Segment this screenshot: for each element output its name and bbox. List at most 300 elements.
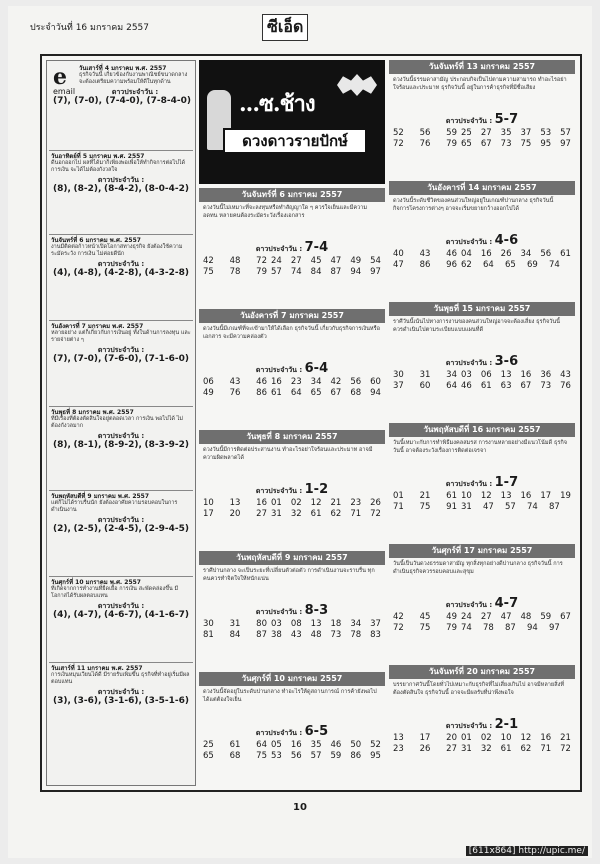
lucky-label: ดาวประจำวัน : bbox=[255, 729, 303, 737]
number-group bbox=[461, 623, 571, 633]
lucky-number: 18 bbox=[330, 619, 342, 629]
number-row bbox=[199, 256, 385, 266]
divider bbox=[49, 406, 193, 407]
lucky-number: 94 bbox=[527, 623, 538, 633]
lucky-number: 62 bbox=[461, 260, 472, 270]
lucky-label-row bbox=[389, 112, 575, 127]
lucky-pair: 7-4 bbox=[304, 240, 329, 255]
content-frame bbox=[40, 54, 582, 792]
issue-date: ประจำวันที่ 16 มกราคม 2557 bbox=[30, 23, 150, 33]
lucky-number: 25 bbox=[203, 740, 214, 750]
number-group bbox=[271, 630, 381, 640]
lucky-number: 65 bbox=[461, 139, 472, 149]
lucky-number: 21 bbox=[419, 491, 431, 501]
horoscope-article bbox=[199, 188, 385, 277]
lucky-number: 53 bbox=[540, 128, 552, 138]
daily-entry bbox=[51, 665, 191, 705]
lucky-number: 75 bbox=[419, 502, 431, 512]
lucky-number: 35 bbox=[310, 740, 322, 750]
number-group bbox=[461, 381, 571, 391]
lucky-pair: 3-6 bbox=[494, 354, 519, 369]
lucky-number: 87 bbox=[505, 623, 516, 633]
lucky-number: 80 bbox=[256, 619, 267, 629]
number-row bbox=[199, 740, 385, 750]
number-group bbox=[461, 744, 571, 754]
lucky-number: (4), bbox=[53, 268, 71, 278]
lucky-numbers bbox=[51, 698, 191, 705]
lucky-number: 01 bbox=[271, 498, 282, 508]
left-column bbox=[46, 60, 196, 786]
lucky-pair: 4-7 bbox=[494, 596, 519, 611]
article-text: ดวงวันนี้มีการติดต่อประสานงาน ทำอะไรอย่าใจร้อนและประมาท อาจมีความผิดพลาดได้ bbox=[203, 447, 373, 461]
lucky-number: 21 bbox=[560, 733, 571, 743]
article-heading: วันพฤหัสบดีที่ 9 มกราคม 2557 bbox=[199, 551, 385, 565]
lucky-pair: 8-3 bbox=[304, 603, 329, 618]
daily-entry bbox=[51, 153, 191, 193]
entry-date: วันเสาร์ที่ 11 มกราคม พ.ศ. 2557 bbox=[51, 665, 143, 672]
lucky-number: 16 bbox=[256, 498, 267, 508]
lucky-number: 46 bbox=[446, 249, 457, 259]
lucky-number: 12 bbox=[480, 491, 492, 501]
lucky-numbers bbox=[51, 612, 191, 619]
starburst-icon bbox=[337, 74, 377, 96]
lucky-number: 01 bbox=[393, 491, 404, 501]
horoscope-article bbox=[389, 302, 575, 391]
lucky-number: (8-3-9-2) bbox=[144, 440, 189, 450]
article-heading: วันจันทร์ที่ 13 มกราคม 2557 bbox=[389, 60, 575, 74]
number-group bbox=[393, 260, 457, 270]
lucky-number: 21 bbox=[330, 498, 342, 508]
lucky-number: 64 bbox=[483, 260, 494, 270]
number-group bbox=[461, 249, 571, 259]
lucky-number: 48 bbox=[229, 256, 241, 266]
entry-text: งานมีติดต่อก้าวหน้าเปิดโอกาสทางธุรกิจ ยังต้องใช้ความระมัดระวัง การเงิน ไม่ค่อยดีนัก bbox=[51, 244, 183, 257]
number-group bbox=[203, 751, 267, 761]
lucky-number: 06 bbox=[480, 370, 492, 380]
number-group bbox=[461, 260, 571, 270]
article-text: ราศีวันนี้เน้นไปทางการงานของคนส่วนใหญ่อาจจะต้องเสี่ยง ธุรกิจวันนี้ ควรดำเนินไปตามระเบียบแบบแผนที่ดี bbox=[393, 319, 561, 333]
lucky-number: 46 bbox=[256, 377, 267, 387]
lucky-number: 31 bbox=[271, 509, 282, 519]
lucky-number: (7), bbox=[53, 96, 71, 106]
number-group bbox=[203, 267, 267, 277]
lucky-number: 02 bbox=[290, 498, 302, 508]
number-group bbox=[461, 733, 571, 743]
number-group bbox=[203, 630, 267, 640]
lucky-number: 16 bbox=[520, 491, 532, 501]
number-row bbox=[389, 623, 575, 633]
lucky-number: 37 bbox=[393, 381, 404, 391]
number-group bbox=[461, 612, 571, 622]
number-group bbox=[393, 370, 457, 380]
entry-date: วันจันทร์ที่ 6 มกราคม พ.ศ. 2557 bbox=[51, 237, 141, 244]
lucky-number: 10 bbox=[203, 498, 214, 508]
horoscope-article bbox=[199, 551, 385, 640]
lucky-number: 79 bbox=[446, 623, 457, 633]
lucky-number: (2), bbox=[53, 524, 71, 534]
number-group bbox=[393, 139, 457, 149]
entry-date: วันอังคารที่ 7 มกราคม พ.ศ. 2557 bbox=[51, 323, 144, 330]
lucky-number: 49 bbox=[203, 388, 214, 398]
entry-text: แต่ก็ไม่ได้ราบรื่นนัก ยังต้องอาศัยความรอบคอบในการดำเนินงาน bbox=[51, 500, 178, 513]
article-text: ราศีปานกลาง จะเป็นระยะที่เปลี่ยนตัวต่อตัว การดำเนินงานจะราบรื่น ทุกคนควรทำจิตใจให้หนักแน่น bbox=[203, 568, 375, 582]
number-row bbox=[199, 388, 385, 398]
number-group bbox=[271, 619, 381, 629]
lucky-number: 60 bbox=[370, 377, 381, 387]
lucky-number: 30 bbox=[203, 619, 214, 629]
lucky-number: (7-0), bbox=[73, 354, 102, 364]
number-group bbox=[271, 388, 381, 398]
lucky-number: (7-6-0), bbox=[104, 354, 142, 364]
number-group bbox=[393, 491, 457, 501]
right-column bbox=[389, 60, 575, 786]
divider bbox=[49, 150, 193, 151]
lucky-number: 64 bbox=[446, 381, 457, 391]
lucky-number: 24 bbox=[461, 612, 472, 622]
daily-entry bbox=[51, 323, 191, 363]
lucky-number: 49 bbox=[446, 612, 457, 622]
lucky-number: (4-2-8), bbox=[104, 268, 142, 278]
number-group bbox=[393, 128, 457, 138]
lucky-number: 84 bbox=[229, 630, 241, 640]
daily-entry bbox=[51, 409, 191, 449]
lucky-number: 86 bbox=[256, 388, 267, 398]
lucky-number: 65 bbox=[505, 260, 516, 270]
lucky-label: ดาวประจำวัน : bbox=[255, 366, 303, 374]
lucky-number: 53 bbox=[271, 751, 282, 761]
lucky-number: 13 bbox=[393, 733, 404, 743]
lucky-number: 56 bbox=[419, 128, 431, 138]
lucky-label: ดาวประจำวัน : bbox=[445, 601, 493, 609]
daily-entry bbox=[51, 493, 191, 533]
lucky-numbers bbox=[51, 186, 191, 193]
lucky-number: (2-4-5), bbox=[104, 524, 142, 534]
lucky-number: 54 bbox=[370, 256, 381, 266]
lucky-number: 40 bbox=[393, 249, 404, 259]
lucky-number: 61 bbox=[271, 388, 282, 398]
lucky-number: 23 bbox=[290, 377, 302, 387]
lucky-pair: 6-4 bbox=[304, 361, 329, 376]
lucky-number: 84 bbox=[310, 267, 322, 277]
lucky-number: 43 bbox=[560, 370, 571, 380]
lucky-number: 60 bbox=[419, 381, 431, 391]
article-heading: วันพฤหัสบดีที่ 16 มกราคม 2557 bbox=[389, 423, 575, 437]
horoscope-article bbox=[389, 181, 575, 270]
lucky-number: 94 bbox=[350, 267, 362, 277]
number-row bbox=[199, 498, 385, 508]
watermark: [611x864] http://upic.me/ bbox=[466, 846, 588, 856]
lucky-number: 59 bbox=[330, 751, 342, 761]
lucky-numbers bbox=[51, 98, 193, 105]
lucky-number: (8-1), bbox=[73, 440, 102, 450]
lucky-number: 43 bbox=[419, 249, 431, 259]
lucky-number: 68 bbox=[350, 388, 362, 398]
lucky-number: 62 bbox=[330, 509, 342, 519]
lucky-number: 57 bbox=[505, 502, 516, 512]
article-text: ดวงวันนี้ระดับชีวิตของคนส่วนใหญ่อยู่ในเกณฑ์ปานกลาง ธุรกิจวันนี้ กิจการโครงการต่างๆ อาจจะเริ่มขยายกว้างออกไปได้ bbox=[393, 198, 554, 212]
lucky-number: 35 bbox=[500, 128, 512, 138]
lucky-number: 31 bbox=[461, 502, 472, 512]
lucky-number: (2-5), bbox=[73, 524, 102, 534]
lucky-number: 86 bbox=[350, 751, 362, 761]
lucky-number: 87 bbox=[330, 267, 342, 277]
lucky-number: 20 bbox=[446, 733, 457, 743]
lucky-number: (7-8-4-0) bbox=[146, 96, 191, 106]
entry-text: การเงินหมุนเวียนได้ดี มีรายรับเพิ่มขึ้น ธุรกิจที่ทำอยู่เริ่มมีผลตอบแทน bbox=[51, 672, 190, 685]
lucky-number: 61 bbox=[480, 381, 492, 391]
horoscope-article bbox=[389, 423, 575, 512]
lucky-number: 30 bbox=[393, 370, 404, 380]
lucky-number: 52 bbox=[370, 740, 381, 750]
lucky-number: 65 bbox=[310, 388, 322, 398]
lucky-number: 48 bbox=[520, 612, 532, 622]
lucky-number: 72 bbox=[370, 509, 381, 519]
number-row bbox=[389, 612, 575, 622]
lucky-number: 91 bbox=[446, 502, 457, 512]
lucky-number: 31 bbox=[229, 619, 241, 629]
lucky-number: (3), bbox=[53, 696, 71, 706]
lucky-number: 34 bbox=[446, 370, 457, 380]
lucky-number: 83 bbox=[370, 630, 381, 640]
lucky-number: 03 bbox=[271, 619, 282, 629]
lucky-number: 25 bbox=[461, 128, 472, 138]
lucky-number: 73 bbox=[540, 381, 552, 391]
lucky-number: 62 bbox=[520, 744, 532, 754]
lucky-number: 10 bbox=[500, 733, 512, 743]
lucky-number: 31 bbox=[461, 744, 472, 754]
lucky-number: 94 bbox=[370, 388, 381, 398]
number-group bbox=[461, 128, 571, 138]
number-group bbox=[203, 498, 267, 508]
lucky-number: (4-6-7), bbox=[104, 610, 142, 620]
number-row bbox=[199, 619, 385, 629]
lucky-number: 34 bbox=[520, 249, 532, 259]
lucky-number: 97 bbox=[560, 139, 571, 149]
lucky-number: 95 bbox=[370, 751, 381, 761]
lucky-number: (8), bbox=[53, 440, 71, 450]
lucky-number: 17 bbox=[203, 509, 214, 519]
lucky-label: ดาวประจำวัน : bbox=[255, 245, 303, 253]
number-group bbox=[203, 377, 267, 387]
lucky-number: (8-0-4-2) bbox=[144, 184, 189, 194]
lucky-label-row bbox=[389, 354, 575, 369]
newspaper-page bbox=[8, 6, 592, 858]
lucky-number: 17 bbox=[419, 733, 431, 743]
lucky-number: 67 bbox=[560, 612, 571, 622]
lucky-number: 46 bbox=[461, 381, 472, 391]
lucky-number: 74 bbox=[290, 267, 302, 277]
number-group bbox=[271, 256, 381, 266]
lucky-number: 38 bbox=[271, 630, 282, 640]
lucky-number: 47 bbox=[330, 256, 342, 266]
entry-date: วันพุธที่ 8 มกราคม พ.ศ. 2557 bbox=[51, 409, 134, 416]
number-group bbox=[461, 502, 571, 512]
lucky-number: 24 bbox=[271, 256, 282, 266]
lucky-label: ดาวประจำวัน : bbox=[445, 238, 493, 246]
lucky-number: 95 bbox=[540, 139, 552, 149]
lucky-numbers bbox=[51, 442, 191, 449]
article-heading: วันจันทร์ที่ 20 มกราคม 2557 bbox=[389, 665, 575, 679]
entry-text: ที่มีเรื่องที่ต้องตัดสินใจอยู่ตลอดเวลา การเงิน พอไปได้ ไม่ต้องกังวลมาก bbox=[51, 416, 184, 429]
lucky-number: 13 bbox=[229, 498, 241, 508]
number-row bbox=[199, 267, 385, 277]
lucky-number: 27 bbox=[480, 612, 492, 622]
divider bbox=[49, 662, 193, 663]
top-bar bbox=[30, 14, 574, 34]
lucky-number: 16 bbox=[540, 733, 552, 743]
lucky-number: 97 bbox=[370, 267, 381, 277]
lucky-number: 45 bbox=[310, 256, 322, 266]
article-text: ดวงวันนี้จัดอยู่ในระดับปานกลาง ทำอะไรให้ดูสถานการณ์ การค้ายังพอไปได้แต่ต้องใจเย็น bbox=[203, 689, 377, 703]
daily-entry bbox=[51, 579, 191, 619]
lucky-number: 37 bbox=[520, 128, 532, 138]
lucky-label-row bbox=[389, 717, 575, 732]
number-group bbox=[393, 744, 457, 754]
lucky-number: 59 bbox=[540, 612, 552, 622]
number-group bbox=[271, 498, 381, 508]
number-group bbox=[271, 509, 381, 519]
lucky-number: 78 bbox=[483, 623, 494, 633]
entry-text: หลายอย่าง แต่ก็เกี่ยวกับการเงินอยู่ ทั้งในด้านการลงทุน และรายจ่ายต่าง ๆ bbox=[51, 330, 191, 343]
lucky-number: 36 bbox=[540, 370, 552, 380]
lucky-number: (4-7), bbox=[73, 610, 102, 620]
lucky-number: 75 bbox=[520, 139, 532, 149]
number-row bbox=[389, 139, 575, 149]
lucky-number: 47 bbox=[393, 260, 404, 270]
lucky-number: (3-6), bbox=[73, 696, 102, 706]
lucky-number: 26 bbox=[370, 498, 381, 508]
number-group bbox=[271, 751, 381, 761]
horoscope-article bbox=[389, 665, 575, 754]
lucky-label: ดาวประจำวัน : bbox=[97, 176, 145, 184]
lucky-number: 56 bbox=[290, 751, 302, 761]
lucky-label: ดาวประจำวัน : bbox=[97, 602, 145, 610]
lucky-number: 12 bbox=[310, 498, 322, 508]
number-group bbox=[271, 377, 381, 387]
lucky-number: 87 bbox=[256, 630, 267, 640]
lucky-number: 61 bbox=[560, 249, 571, 259]
lucky-number: (3-1-6), bbox=[104, 696, 142, 706]
lucky-number: 74 bbox=[527, 502, 538, 512]
lucky-number: 76 bbox=[560, 381, 571, 391]
lucky-number: 56 bbox=[540, 249, 552, 259]
number-group bbox=[461, 491, 571, 501]
lucky-number: 48 bbox=[310, 630, 322, 640]
lucky-number: 13 bbox=[500, 491, 512, 501]
email-label: email bbox=[53, 87, 76, 96]
lucky-number: 57 bbox=[310, 751, 322, 761]
lucky-number: 43 bbox=[229, 377, 241, 387]
article-heading: วันอังคารที่ 14 มกราคม 2557 bbox=[389, 181, 575, 195]
lucky-number: (4), bbox=[53, 610, 71, 620]
lucky-number: 13 bbox=[310, 619, 322, 629]
lucky-number: 10 bbox=[461, 491, 472, 501]
lucky-label: ดาวประจำวัน : bbox=[445, 722, 493, 730]
daily-entry bbox=[51, 237, 191, 277]
lucky-number: 06 bbox=[203, 377, 214, 387]
lucky-number: 72 bbox=[256, 256, 267, 266]
lucky-pair: 1-2 bbox=[304, 482, 329, 497]
lucky-number: 42 bbox=[330, 377, 342, 387]
lucky-numbers bbox=[51, 270, 191, 277]
column-title: ดวงดาวรายปักษ์ bbox=[223, 128, 367, 154]
lucky-number: 32 bbox=[290, 509, 302, 519]
lucky-number: 45 bbox=[419, 612, 431, 622]
lucky-number: 72 bbox=[560, 744, 571, 754]
lucky-number: (7-0), bbox=[74, 96, 103, 106]
lucky-label: ดาวประจำวัน : bbox=[445, 359, 493, 367]
lucky-number: 59 bbox=[446, 128, 457, 138]
lucky-number: 27 bbox=[290, 256, 302, 266]
lucky-label-row bbox=[389, 233, 575, 248]
lucky-number: 27 bbox=[256, 509, 267, 519]
lucky-pair: 2-1 bbox=[494, 717, 519, 732]
number-row bbox=[199, 751, 385, 761]
number-group bbox=[393, 733, 457, 743]
lucky-number: 65 bbox=[203, 751, 214, 761]
entry-text: ที่เกิดจากการทำงานที่ยืดเยื้อ การเงิน สะพัดคล่องขึ้น มีโอกาสได้รับผลตอบแทน bbox=[51, 586, 179, 599]
lucky-label: ดาวประจำวัน : bbox=[255, 487, 303, 495]
number-group bbox=[203, 619, 267, 629]
lucky-number: 03 bbox=[461, 370, 472, 380]
lucky-number: 16 bbox=[520, 370, 532, 380]
lucky-number: 76 bbox=[229, 388, 241, 398]
lucky-number: (4-8), bbox=[73, 268, 102, 278]
column-header-image bbox=[199, 60, 385, 184]
lucky-number: (7-1-6-0) bbox=[144, 354, 189, 364]
lucky-numbers bbox=[51, 526, 191, 533]
lucky-number: 34 bbox=[350, 619, 362, 629]
lucky-number: 13 bbox=[500, 370, 512, 380]
lucky-number: 96 bbox=[446, 260, 457, 270]
lucky-number: 87 bbox=[549, 502, 560, 512]
lucky-number: 19 bbox=[560, 491, 571, 501]
number-row bbox=[389, 491, 575, 501]
number-group bbox=[203, 388, 267, 398]
lucky-label-row bbox=[199, 240, 385, 255]
lucky-number: 16 bbox=[480, 249, 492, 259]
number-row bbox=[199, 630, 385, 640]
lucky-label-row bbox=[389, 475, 575, 490]
lucky-number: 64 bbox=[290, 388, 302, 398]
lucky-label: ดาวประจำวัน : bbox=[111, 88, 159, 96]
entry-text: ธุรกิจวันนี้ เกี่ยวข้องกับงานพาณิชย์ขนาดกลาง จะต้องเตรียมความพร้อมให้ดีในทุกด้าน bbox=[79, 72, 188, 85]
lucky-label: ดาวประจำวัน : bbox=[445, 117, 493, 125]
lucky-number: 26 bbox=[500, 249, 512, 259]
publication-logo: ซีเอ็ด bbox=[262, 14, 308, 41]
number-group bbox=[461, 370, 571, 380]
lucky-number: 46 bbox=[330, 740, 342, 750]
lucky-number: (8-9-2), bbox=[104, 440, 142, 450]
lucky-number: 34 bbox=[310, 377, 322, 387]
lucky-number: 01 bbox=[461, 733, 472, 743]
number-row bbox=[199, 377, 385, 387]
lucky-number: 08 bbox=[290, 619, 302, 629]
number-group bbox=[203, 256, 267, 266]
lucky-number: 50 bbox=[350, 740, 362, 750]
lucky-number: 69 bbox=[527, 260, 538, 270]
lucky-pair: 6-5 bbox=[304, 724, 329, 739]
lucky-number: 61 bbox=[229, 740, 241, 750]
lucky-number: 16 bbox=[290, 740, 302, 750]
lucky-number: 79 bbox=[446, 139, 457, 149]
number-row bbox=[389, 128, 575, 138]
lucky-number: 02 bbox=[480, 733, 492, 743]
article-heading: วันศุกร์ที่ 17 มกราคม 2557 bbox=[389, 544, 575, 558]
divider bbox=[49, 320, 193, 321]
page-number: 10 bbox=[293, 802, 307, 813]
number-group bbox=[271, 740, 381, 750]
